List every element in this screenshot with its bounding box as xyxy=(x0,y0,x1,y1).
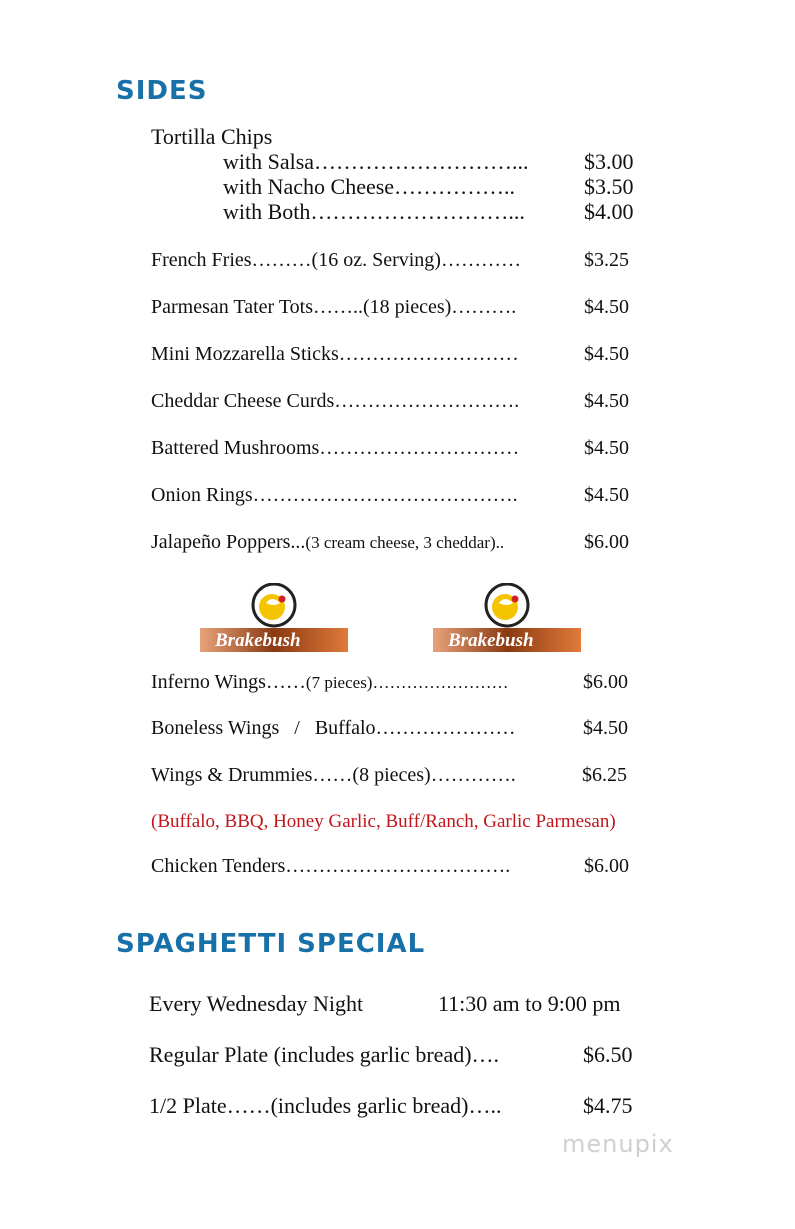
boneless-wings-label: Boneless Wings / Buffalo………………… xyxy=(151,717,516,739)
inferno-wings-label xyxy=(151,670,508,695)
sides-heading: SIDES xyxy=(116,76,208,106)
cheese-curds-label: Cheddar Cheese Curds………………………. xyxy=(151,390,520,412)
boneless-wings-price: $4.50 xyxy=(583,717,628,739)
tortilla-both-label: with Both………………………... xyxy=(223,199,525,224)
chicken-tenders-label: Chicken Tenders……………………………. xyxy=(151,855,511,877)
tortilla-salsa-label: with Salsa………………………... xyxy=(223,149,529,174)
mozzarella-sticks-price: $4.50 xyxy=(584,343,629,365)
jalapeno-poppers-name: Jalapeño Poppers... xyxy=(151,531,306,553)
tortilla-nacho-label: with Nacho Cheese…………….. xyxy=(223,174,516,199)
mushrooms-price: $4.50 xyxy=(584,437,629,459)
tortilla-chips-label: Tortilla Chips xyxy=(151,124,273,149)
spaghetti-day: Every Wednesday Night xyxy=(149,991,364,1016)
inferno-wings-name: Inferno Wings…… xyxy=(151,671,306,693)
half-plate-price: $4.75 xyxy=(583,1093,633,1118)
tater-tots-price: $4.50 xyxy=(584,296,629,318)
tortilla-nacho-price: $3.50 xyxy=(584,174,634,199)
regular-plate-label: Regular Plate (includes garlic bread)…. xyxy=(149,1042,500,1067)
regular-plate-price: $6.50 xyxy=(583,1042,633,1067)
chicken-tenders-price: $6.00 xyxy=(584,855,629,877)
spaghetti-hours: 11:30 am to 9:00 pm xyxy=(438,991,621,1016)
french-fries-price: $3.25 xyxy=(584,249,629,271)
half-plate-label: 1/2 Plate……(includes garlic bread)….. xyxy=(149,1093,502,1118)
jalapeno-poppers-label xyxy=(151,530,504,555)
french-fries-label: French Fries………(16 oz. Serving)………… xyxy=(151,249,521,271)
onion-rings-price: $4.50 xyxy=(584,484,629,506)
brakebush-logo-right-text: Brakebush xyxy=(448,630,534,651)
inferno-wings-note: (7 pieces)…………………… xyxy=(305,673,509,692)
tortilla-salsa-price: $3.00 xyxy=(584,149,634,174)
wings-drummies-label: Wings & Drummies……(8 pieces)…………. xyxy=(151,764,516,786)
mozzarella-sticks-label: Mini Mozzarella Sticks……………………… xyxy=(151,343,519,365)
inferno-wings-price: $6.00 xyxy=(583,671,628,693)
mushrooms-label: Battered Mushrooms………………………… xyxy=(151,437,520,459)
tortilla-both-price: $4.00 xyxy=(584,199,634,224)
wings-drummies-price: $6.25 xyxy=(582,764,627,786)
menupix-watermark: menupix xyxy=(562,1130,674,1158)
cheese-curds-price: $4.50 xyxy=(584,390,629,412)
jalapeno-poppers-note: (3 cream cheese, 3 cheddar).. xyxy=(305,533,505,552)
spaghetti-heading: SPAGHETTI SPECIAL xyxy=(116,929,426,959)
jalapeno-poppers-price: $6.00 xyxy=(584,531,629,553)
tater-tots-label: Parmesan Tater Tots……..(18 pieces)………. xyxy=(151,296,517,318)
brakebush-logo-left-text: Brakebush xyxy=(215,630,301,651)
wing-flavors: (Buffalo, BBQ, Honey Garlic, Buff/Ranch, Garlic Parmesan) xyxy=(151,811,616,832)
onion-rings-label: Onion Rings…………………………………. xyxy=(151,484,518,506)
